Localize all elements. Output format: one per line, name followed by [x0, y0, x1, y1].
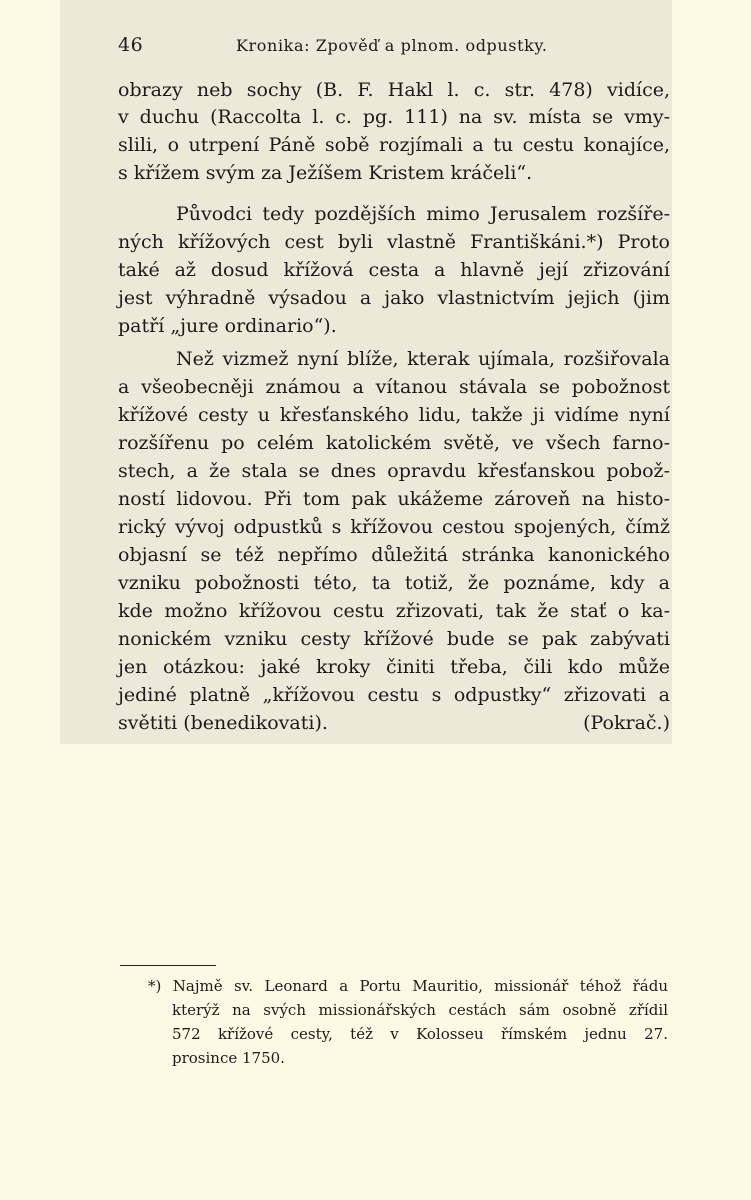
text-line: křížové cesty u křesťanského lidu, takže ji vidíme nyní: [118, 404, 670, 426]
text-line-last: [118, 710, 670, 739]
text-line: slili, o utrpení Páně sobě rozjímali a tu cestu konajíce,: [118, 134, 670, 156]
text-line: jediné platně „křížovou cestu s odpustky“ zřizovati a: [118, 684, 670, 706]
text-line: Původci tedy pozdějších mimo Jerusalem rozšíře-: [176, 203, 670, 225]
text-line: nonickém vzniku cesty křížové bude se pak zabývati: [118, 628, 670, 650]
text-line: jen otázkou: jaké kroky činiti třeba, čili kdo může: [118, 656, 670, 678]
closing-text: světiti (benedikovati).: [118, 712, 328, 734]
footnote-line: kterýž na svých missionářských cestách sám osobně zřídil: [172, 1001, 668, 1019]
footnote-line: *) Najmě sv. Leonard a Portu Mauritio, missionář téhož řádu: [148, 977, 668, 995]
text-line: jest výhradně výsadou a jako vlastnictvím jejich (jim: [118, 287, 670, 309]
page-number: 46: [118, 34, 144, 56]
text-line: patří „jure ordinario“).: [118, 315, 337, 337]
continued-marker: (Pokrač.): [583, 712, 670, 734]
footnote-line: 572 křížové cesty, též v Kolosseu římském jednu 27.: [172, 1025, 668, 1043]
text-line: a všeobecněji známou a vítanou stávala se pobožnost: [118, 376, 670, 398]
page-header: [118, 34, 678, 64]
footnote-line: prosince 1750.: [172, 1049, 285, 1067]
text-line: rozšířenu po celém katolickém světě, ve všech farno-: [118, 432, 670, 454]
text-line: v duchu (Raccolta l. c. pg. 111) na sv. místa se vmy-: [118, 106, 670, 128]
text-line: Než vizmež nyní blíže, kterak ujímala, rozšiřovala: [176, 348, 670, 370]
footnote-rule: [120, 965, 216, 966]
text-line: stech, a že stala se dnes opravdu křesťanskou pobož-: [118, 460, 670, 482]
text-line: s křížem svým za Ježíšem Kristem kráčeli“.: [118, 162, 533, 184]
text-line: vzniku pobožnosti této, ta totiž, že poznáme, kdy a: [118, 572, 670, 594]
text-line: také až dosud křížová cesta a hlavně její zřizování: [118, 259, 670, 281]
text-line: kde možno křížovou cestu zřizovati, tak že stať o ka-: [118, 600, 670, 622]
text-line: ností lidovou. Při tom pak ukážeme zároveň na histo-: [118, 488, 670, 510]
text-line: rický vývoj odpustků s křížovou cestou spojených, čímž: [118, 516, 670, 538]
text-line: ných křížových cest byli vlastně Františkáni.*) Proto: [118, 231, 670, 253]
text-line: objasní se též nepřímo důležitá stránka kanonického: [118, 544, 670, 566]
text-line: obrazy neb sochy (B. F. Hakl l. c. str. 478) vidíce,: [118, 79, 670, 101]
running-head: Kronika: Zpověď a plnom. odpustky.: [236, 36, 548, 55]
